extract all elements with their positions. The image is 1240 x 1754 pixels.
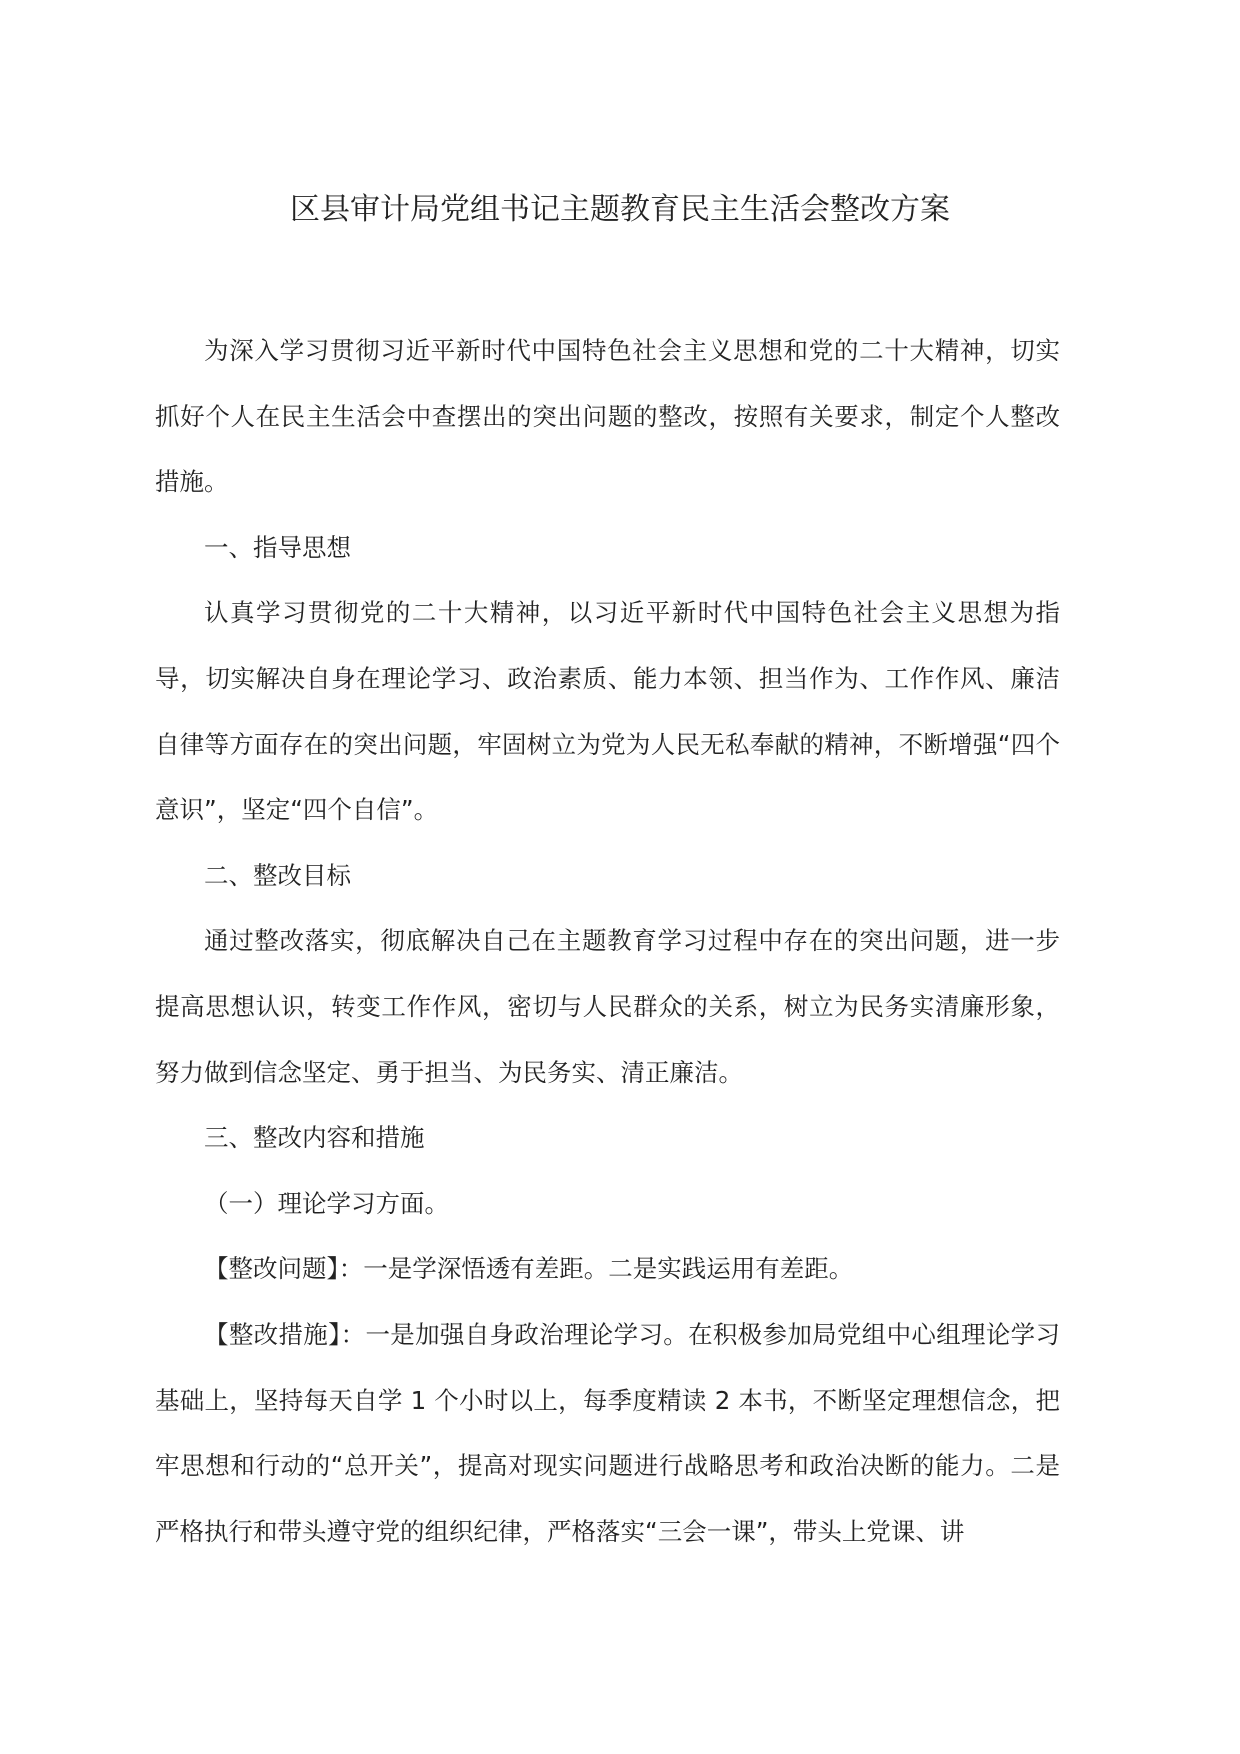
document-body	[155, 318, 1060, 1564]
heading-guiding-ideology: 一、指导思想	[204, 532, 351, 562]
paragraph-measures: 【整改措施】：一是加强自身政治理论学习。在积极参加局党组中心组理论学习基础上，坚持每天自学 1 个小时以上，每季度精读 2 本书，不断坚定理想信念，把牢思想和行动的“总开关”，提高对现实问题进行战略思考和政治决断的能力。二是严格执行和带头遵守党的组织纪律，严格落实“三会一课”，带头上党课、讲	[155, 1319, 1060, 1546]
paragraph-guiding-ideology: 认真学习贯彻党的二十大精神，以习近平新时代中国特色社会主义思想为指导，切实解决自身在理论学习、政治素质、能力本领、担当作为、工作作风、廉洁自律等方面存在的突出问题，牢固树立为党为人民无私奉献的精神，不断增强“四个意识”，坚定“四个自信”。	[155, 598, 1060, 825]
subheading-theory-study: （一）理论学习方面。	[204, 1188, 449, 1218]
heading-rectification-goal: 二、整改目标	[204, 860, 351, 890]
paragraph-rectification-goal: 通过整改落实，彻底解决自己在主题教育学习过程中存在的突出问题，进一步提高思想认识，转变工作作风，密切与人民群众的关系，树立为民务实清廉形象，努力做到信念坚定、勇于担当、为民务实、清正廉洁。	[155, 926, 1060, 1087]
paragraph-problems: 【整改问题】：一是学深悟透有差距。二是实践运用有差距。	[204, 1254, 854, 1284]
paragraph-intro: 为深入学习贯彻习近平新时代中国特色社会主义思想和党的二十大精神，切实抓好个人在民主生活会中查摆出的突出问题的整改，按照有关要求，制定个人整改措施。	[155, 336, 1060, 497]
document-title: 区县审计局党组书记主题教育民主生活会整改方案	[290, 192, 950, 227]
heading-content-and-measures: 三、整改内容和措施	[204, 1123, 425, 1153]
